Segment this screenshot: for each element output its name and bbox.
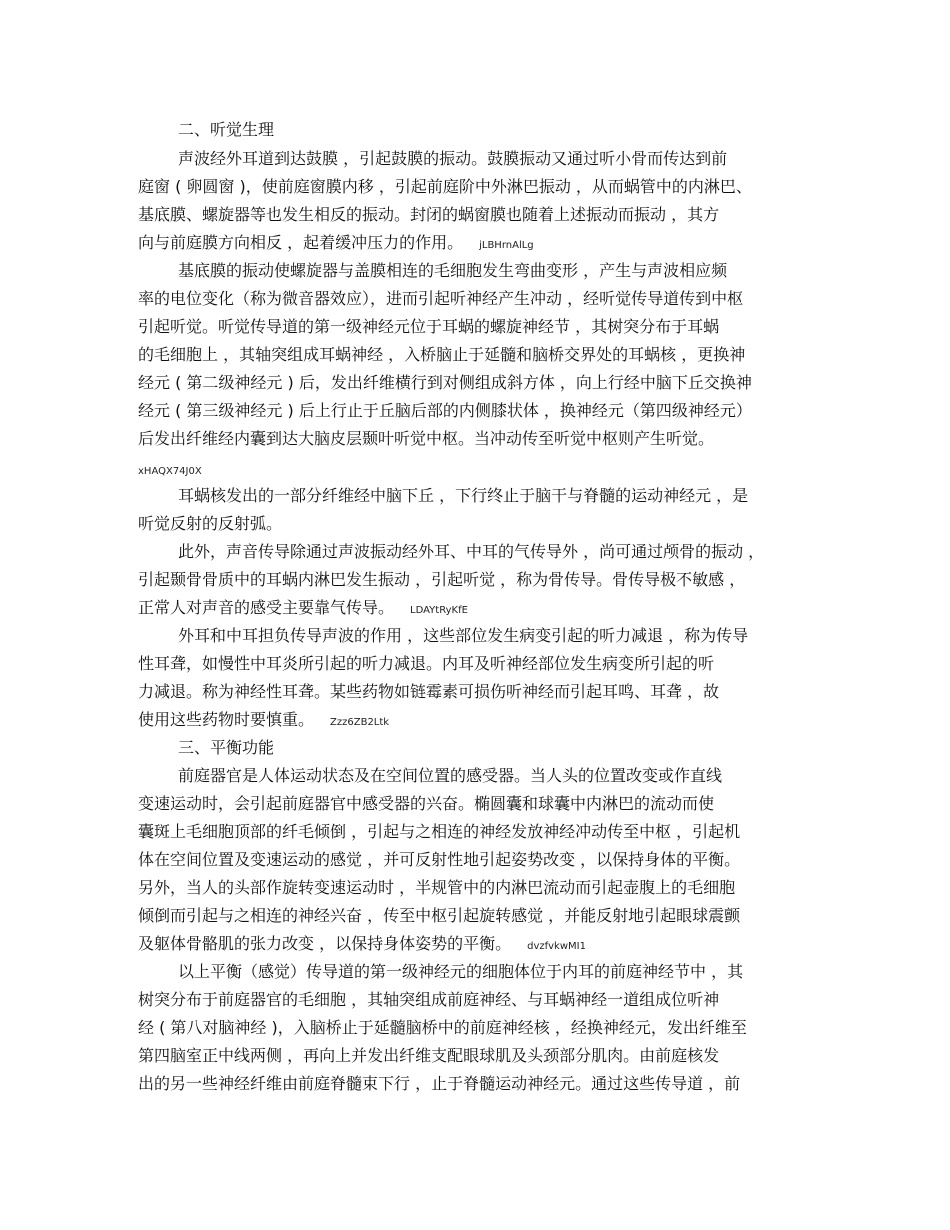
paragraph-line bbox=[138, 205, 719, 225]
line-text: 耳蜗核发出的一部分纤维经中脑下丘 ，下行终止于脑干与脊髓的运动神经元 ，是 bbox=[178, 486, 749, 505]
doc-code: dvzfvkwMI1 bbox=[527, 941, 586, 952]
doc-code: LDAYtRyKfE bbox=[410, 605, 468, 616]
paragraph-line bbox=[138, 1018, 747, 1038]
paragraph-line bbox=[178, 486, 748, 506]
line-text: 力减退。称为神经性耳聋。某些药物如链霉素可损伤听神经而引起耳鸣、耳聋 ，故 bbox=[138, 682, 720, 701]
paragraph-line bbox=[178, 542, 764, 562]
paragraph-line bbox=[138, 345, 745, 365]
paragraph-line bbox=[138, 429, 714, 449]
line-text: 以上平衡（感觉）传导道的第一级神经元的细胞体位于内耳的前庭神经节中 ，其 bbox=[178, 962, 744, 981]
line-text: 引起颞骨骨质中的耳蜗内淋巴发生振动 ，引起听觉 ，称为骨传导。骨传导极不敏感 ， bbox=[138, 570, 746, 589]
doc-code bbox=[138, 462, 202, 482]
line-text: 基底膜的振动使螺旋器与盖膜相连的毛细胞发生弯曲变形 ，产生与声波相应频 bbox=[178, 261, 728, 280]
line-text: 后发出纤维经内囊到达大脑皮层颞叶听觉中枢。当冲动传至听觉中枢则产生听觉。 bbox=[138, 429, 715, 448]
line-text: 外耳和中耳担负传导声波的作用 ，这些部位发生病变引起的听力减退 ，称为传导 bbox=[178, 626, 749, 645]
heading-text: 二、听觉生理 bbox=[178, 120, 275, 139]
paragraph-line bbox=[138, 682, 719, 702]
line-text: 倾倒而引起与之相连的神经兴奋 ，传至中枢引起旋转感觉 ，并能反射地引起眼球震颤 bbox=[138, 906, 741, 925]
line-text: 出的另一些神经纤维由前庭脊髓束下行 ，止于脊髓运动神经元。通过这些传导道 ，前 bbox=[138, 1074, 741, 1093]
paragraph-line bbox=[138, 822, 740, 842]
paragraph-line bbox=[178, 261, 727, 281]
paragraph-line bbox=[138, 317, 719, 337]
line-text: 经元 ( 第二级神经元 ) 后，发出纤维横行到对侧组成斜方体 ，向上行经中脑下丘交换神 bbox=[138, 373, 752, 392]
line-text: 经 ( 第八对脑神经 )，入脑桥止于延髓脑桥中的前庭神经核 ，经换神经元，发出纤维至 bbox=[138, 1018, 747, 1037]
line-text: 此外，声音传导除通过声波振动经外耳、中耳的气传导外 ，尚可通过颅骨的振动 ， bbox=[178, 542, 765, 561]
line-text: 体在空间位置及变速运动的感觉 ，并可反射性地引起姿势改变 ，以保持身体的平衡。 bbox=[138, 850, 741, 869]
line-text: 变速运动时，会引起前庭器官中感受器的兴奋。椭圆囊和球囊中内淋巴的流动而使 bbox=[138, 794, 715, 813]
section-heading-balance bbox=[178, 738, 274, 758]
paragraph-line bbox=[138, 177, 752, 197]
line-text: 的毛细胞上 ，其轴突组成耳蜗神经 ，入桥脑止于延髓和脑桥交界处的耳蜗核 ，更换神 bbox=[138, 345, 746, 364]
line-text: xHAQX74J0X bbox=[138, 466, 202, 477]
line-text: 树突分布于前庭器官的毛细胞 ，其轴突组成前庭神经、与耳蜗神经一道组成位听神 bbox=[138, 990, 720, 1009]
line-text: 声波经外耳道到达鼓膜 ，引起鼓膜的振动。鼓膜振动又通过听小骨而传达到前 bbox=[178, 149, 728, 168]
paragraph-line bbox=[138, 1046, 719, 1066]
paragraph-line bbox=[138, 401, 752, 421]
line-text: 向与前庭膜方向相反 ，起着缓冲压力的作用。 bbox=[138, 233, 464, 252]
line-text: 听觉反射的反射弧。 bbox=[138, 514, 283, 533]
line-text: 前庭器官是人体运动状态及在空间位置的感受器。当人头的位置改变或作直线 bbox=[178, 766, 723, 785]
paragraph-line bbox=[178, 149, 727, 169]
line-text: 正常人对声音的感受主要靠气传导。 bbox=[138, 598, 395, 617]
paragraph-line bbox=[138, 570, 745, 590]
line-text: 基底膜、螺旋器等也发生相反的振动。封闭的蜗窗膜也随着上述振动而振动 ，其方 bbox=[138, 205, 720, 224]
doc-code: jLBHrnAlLg bbox=[479, 240, 534, 251]
paragraph-line bbox=[138, 878, 735, 898]
paragraph-line bbox=[178, 962, 743, 982]
line-text: 性耳聋，如慢性中耳炎所引起的听力减退。内耳及听神经部位发生病变所引起的听 bbox=[138, 654, 715, 673]
line-text: 及躯体骨骼肌的张力改变 ，以保持身体姿势的平衡。 bbox=[138, 934, 512, 953]
paragraph-line bbox=[138, 794, 714, 814]
paragraph-line bbox=[138, 906, 740, 926]
paragraph-line bbox=[138, 233, 534, 256]
heading-text: 三、平衡功能 bbox=[178, 738, 275, 757]
paragraph-line bbox=[138, 654, 714, 674]
paragraph-line bbox=[178, 626, 748, 646]
paragraph-line bbox=[178, 766, 722, 786]
line-text: 囊斑上毛细胞顶部的纤毛倾倒 ，引起与之相连的神经发放神经冲动传至中枢 ，引起机 bbox=[138, 822, 741, 841]
paragraph-line bbox=[138, 598, 468, 621]
line-text: 引起听觉。听觉传导道的第一级神经元位于耳蜗的螺旋神经节 ，其树突分布于耳蜗 bbox=[138, 317, 720, 336]
line-text: 经元 ( 第三级神经元 ) 后上行止于丘脑后部的内侧膝状体 ，换神经元（第四级神经元） bbox=[138, 401, 752, 420]
line-text: 庭窗 ( 卵圆窗 )，使前庭窗膜内移 ，引起前庭阶中外淋巴振动 ，从而蜗管中的内淋巴、 bbox=[138, 177, 752, 196]
line-text: 第四脑室正中线两侧 ，再向上并发出纤维支配眼球肌及头颈部分肌肉。由前庭核发 bbox=[138, 1046, 720, 1065]
paragraph-line bbox=[138, 1074, 740, 1094]
paragraph-line bbox=[138, 934, 586, 957]
paragraph-line bbox=[138, 514, 282, 534]
doc-code: Zzz6ZB2Ltk bbox=[330, 717, 390, 728]
paragraph-line bbox=[138, 289, 743, 309]
paragraph-line bbox=[138, 990, 719, 1010]
line-text: 另外，当人的头部作旋转变速运动时 ，半规管中的内淋巴流动而引起壶腹上的毛细胞 bbox=[138, 878, 736, 897]
paragraph-line bbox=[138, 850, 740, 870]
section-heading-hearing bbox=[178, 120, 274, 140]
paragraph-line bbox=[138, 710, 389, 733]
line-text: 使用这些药物时要慎重。 bbox=[138, 710, 315, 729]
line-text: 率的电位变化（称为微音器效应），进而引起听神经产生冲动 ，经听觉传导道传到中枢 bbox=[138, 289, 744, 308]
paragraph-line bbox=[138, 373, 752, 393]
